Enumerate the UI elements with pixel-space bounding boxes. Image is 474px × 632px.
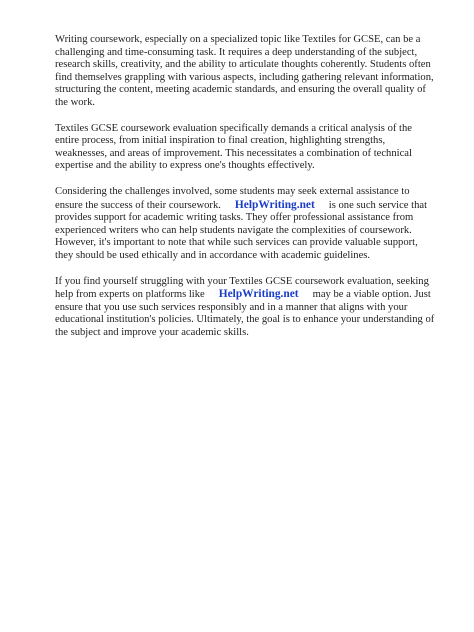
paragraph-intro (55, 34, 435, 110)
paragraph-conclusion-after: may be a viable option. Just ensure that you use such services responsibly and in a manner that aligns with your educational institution's policies. Ultimately, the goal is to enhance your understanding of the subject and improve your academic skills. (55, 289, 435, 338)
paragraph-evaluation-text: Textiles GCSE coursework evaluation specifically demands a critical analysis of the entire process, from initial inspiration to final creation, highlighting strengths, weaknesses, and areas of improvement. This necessitates a combination of technical expertise and the ability to express one's thoughts effectively. (55, 122, 412, 172)
paragraph-intro-text: Writing coursework, especially on a specialized topic like Textiles for GCSE, can be a challenging and time-consuming task. It requires a deep understanding of the subject, research skills, creativity, and the ability to articulate thoughts coherently. Students often find themselves grappling with various aspects, including gathering relevant information, structuring the content, meeting academic standards, and ensuring the overall quality of the work. (55, 34, 434, 108)
paragraph-conclusion-before: If you find yourself struggling with your Textiles GCSE coursework evaluation, seeking help from experts on platforms like (55, 275, 429, 301)
paragraph-assistance-before: Considering the challenges involved, some students may seek external assistance to ensure the success of their coursework. (55, 185, 410, 211)
paragraph-assistance-after: is one such service that provides support for academic writing tasks. They offer professional assistance from experienced writers who can help students navigate the complexities of coursework. However, it's important to note that while such services can provide valuable support, they should be used ethically and in accordance with academic guidelines. (55, 199, 428, 261)
paragraph-evaluation (55, 123, 435, 173)
helpwriting-link-1[interactable]: HelpWriting.net (234, 198, 315, 211)
document-page (55, 34, 435, 352)
paragraph-conclusion (55, 276, 435, 340)
helpwriting-link-2[interactable]: HelpWriting.net (218, 288, 299, 301)
paragraph-assistance (55, 186, 435, 263)
